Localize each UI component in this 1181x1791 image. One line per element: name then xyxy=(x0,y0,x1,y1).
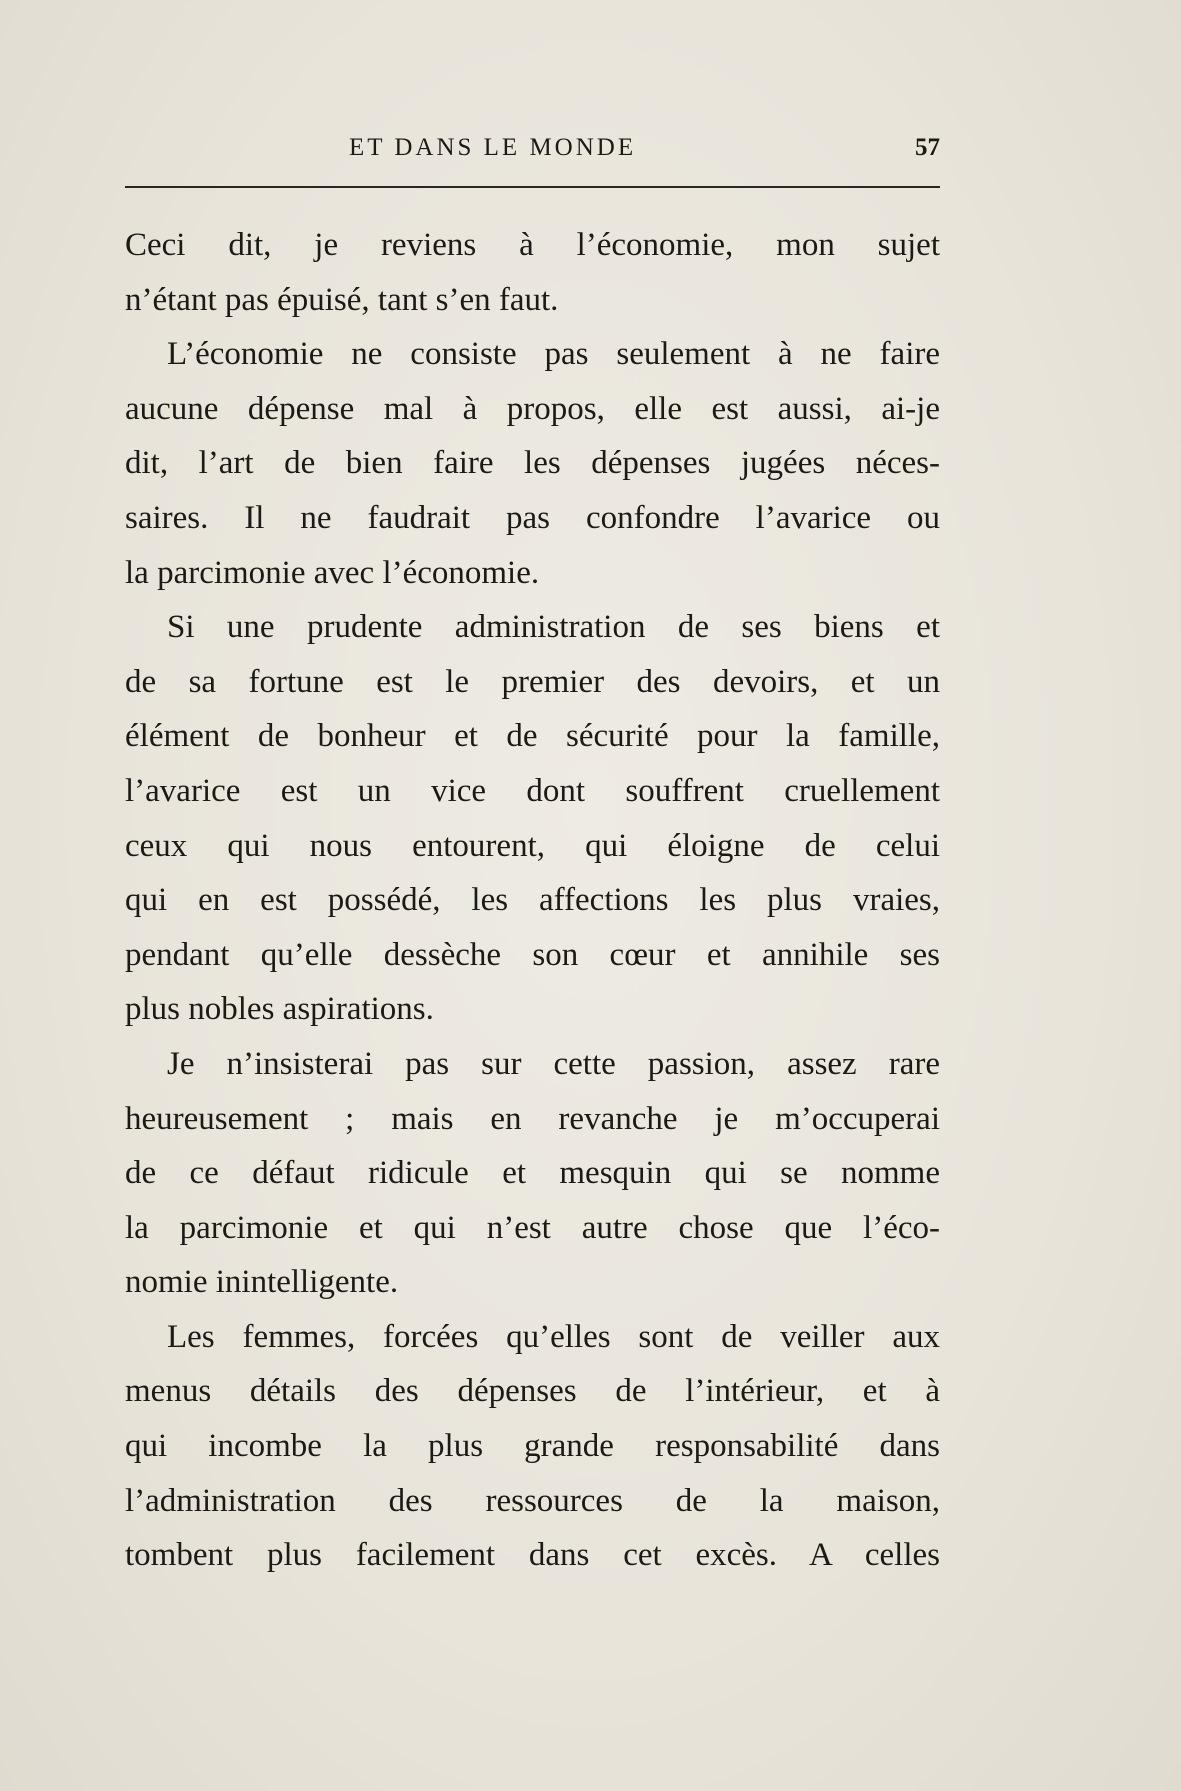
text-line: menus détails des dépenses de l’intérieur, et à xyxy=(125,1373,940,1410)
text-line: ceux qui nous entourent, qui éloigne de celui xyxy=(125,827,940,864)
text-line: L’économie ne consiste pas seulement à ne faire xyxy=(167,336,940,373)
text-line: Ceci dit, je reviens à l’économie, mon sujet xyxy=(125,227,940,263)
text-line: heureusement ; mais en revanche je m’occuperai xyxy=(125,1100,940,1137)
text-line: saires. Il ne faudrait pas confondre l’avarice ou xyxy=(125,499,940,536)
text-line: Si une prudente administration de ses biens et xyxy=(167,609,940,646)
text-line: de ce défaut ridicule et mesquin qui se nomme xyxy=(125,1155,940,1192)
text-line: Les femmes, forcées qu’elles sont de veiller aux xyxy=(167,1318,940,1355)
body-text xyxy=(125,218,940,1583)
text-line: la parcimonie et qui n’est autre chose que l’éco- xyxy=(125,1209,940,1246)
text-line: l’administration des ressources de la maison, xyxy=(125,1482,940,1519)
text-line: élément de bonheur et de sécurité pour la famille, xyxy=(125,718,940,755)
text-line: nomie inintelligente. xyxy=(125,1264,399,1301)
text-line: aucune dépense mal à propos, elle est aussi, ai-je xyxy=(125,390,940,427)
text-line: de sa fortune est le premier des devoirs, et un xyxy=(125,663,940,700)
text-line: tombent plus facilement dans cet excès. A celles xyxy=(125,1537,940,1574)
page-number: 57 xyxy=(915,134,940,161)
running-title: ET DANS LE MONDE xyxy=(349,134,637,161)
text-line: dit, l’art de bien faire les dépenses jugées néces- xyxy=(125,445,940,482)
page-header xyxy=(125,126,940,166)
text-line: pendant qu’elle dessèche son cœur et annihile ses xyxy=(125,936,940,973)
text-line: l’avarice est un vice dont souffrent cruellement xyxy=(125,772,940,809)
text-line: qui en est possédé, les affections les plus vraies, xyxy=(125,882,940,919)
text-line: n’étant pas épuisé, tant s’en faut. xyxy=(125,281,559,318)
header-rule xyxy=(125,186,940,188)
text-line: plus nobles aspirations. xyxy=(125,991,434,1028)
text-line: la parcimonie avec l’économie. xyxy=(125,554,540,591)
text-line: Je n’insisterai pas sur cette passion, assez rare xyxy=(167,1045,940,1082)
text-line: qui incombe la plus grande responsabilité dans xyxy=(125,1428,940,1465)
